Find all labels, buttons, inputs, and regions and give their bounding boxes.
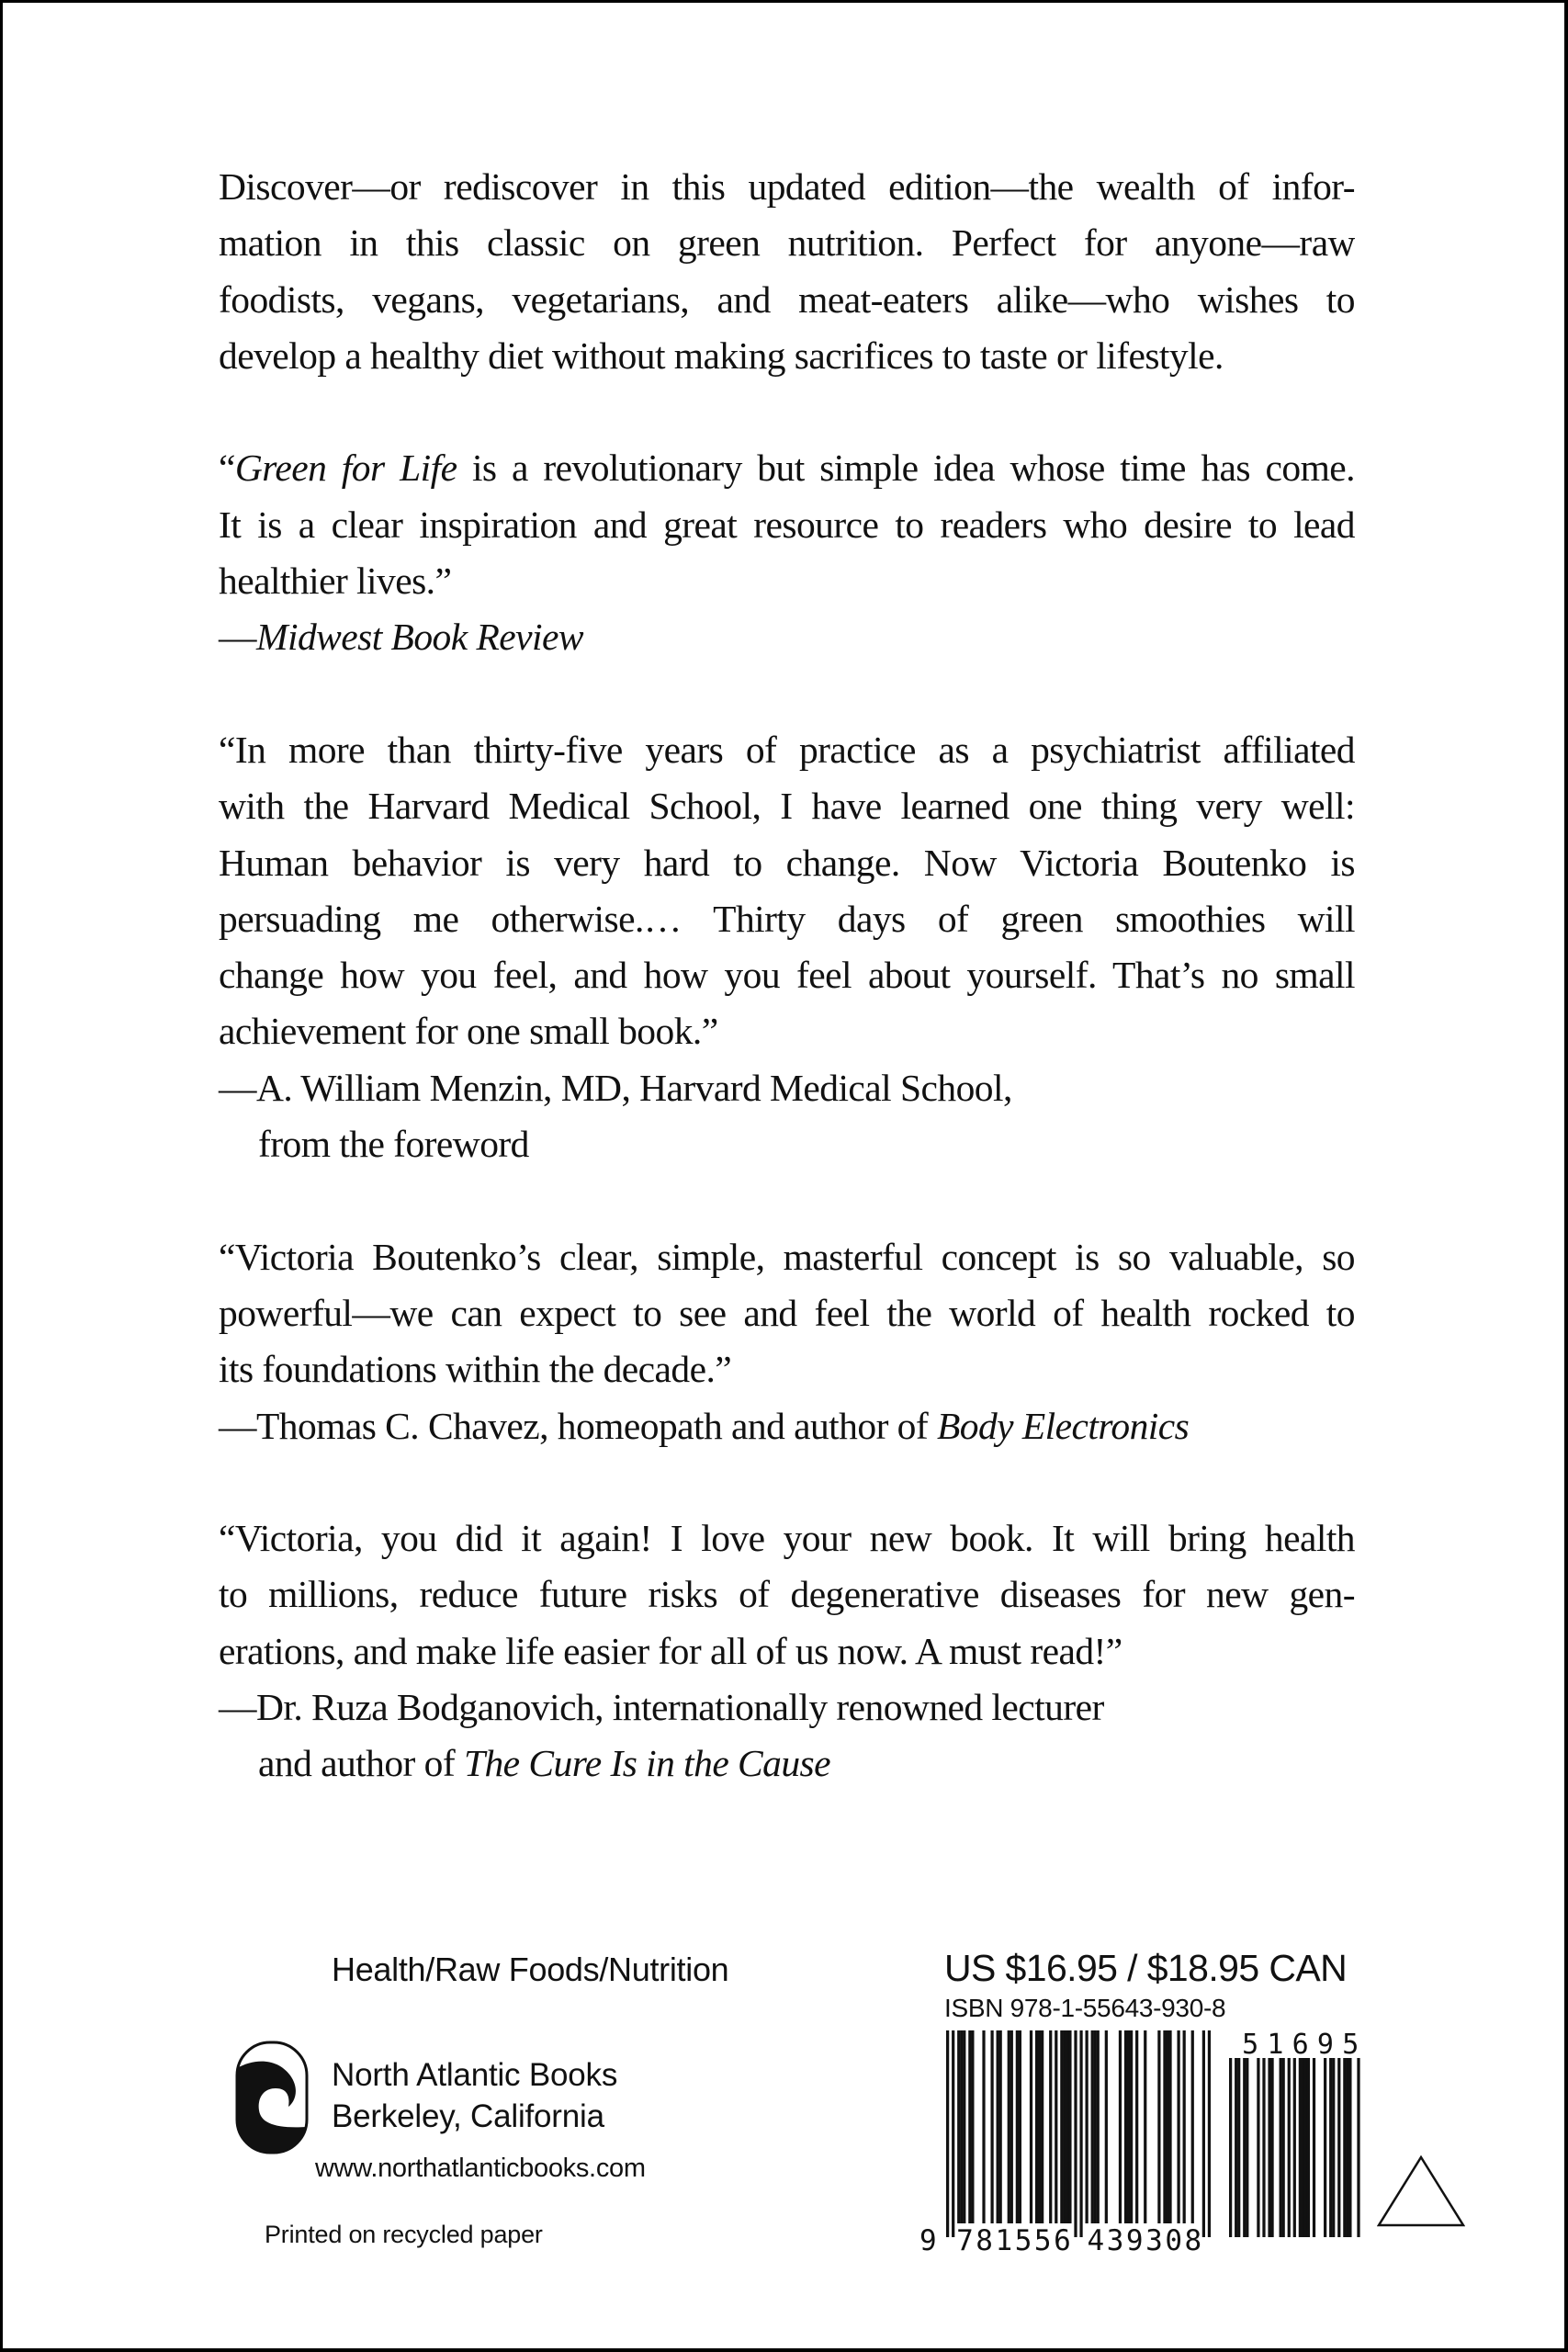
text-segment: persuading me otherwise.… Thirty days of green smoothies will: [219, 897, 1355, 940]
text-segment: “: [219, 447, 235, 490]
text-segment: change how you feel, and how you feel about yourself. That’s no small: [219, 954, 1355, 997]
text-segment: “Victoria, you did it again! I love your new book. It will bring health: [219, 1517, 1355, 1560]
svg-text:5: 5: [1242, 2029, 1259, 2061]
publisher-name: North Atlantic Books: [332, 2057, 618, 2093]
svg-text:9: 9: [1125, 2224, 1144, 2257]
svg-text:6: 6: [1292, 2029, 1309, 2061]
svg-text:3: 3: [1145, 2224, 1163, 2257]
quote-line: [219, 722, 1355, 778]
text-segment: from the foreword: [258, 1123, 529, 1166]
title-italic: The Cure Is in the Cause: [463, 1742, 831, 1785]
text-segment: powerful—we can expect to see and feel the world of health rocked to: [219, 1291, 1355, 1334]
svg-text:5: 5: [1014, 2224, 1032, 2257]
text-segment: erations, and make life easier for all of us now. A must read!”: [219, 1629, 1122, 1672]
quote-line: [219, 835, 1355, 891]
svg-text:3: 3: [1106, 2224, 1124, 2257]
svg-text:1: 1: [995, 2224, 1013, 2257]
wave-logo-icon: [235, 2041, 309, 2154]
blurb-line: foodists, vegans, vegetarians, and meat-eaters alike—who wishes to: [219, 277, 1355, 321]
svg-text:5: 5: [1033, 2224, 1052, 2257]
quote-line: [219, 1003, 1355, 1059]
category-label: Health/Raw Foods/Nutrition: [332, 1951, 729, 1988]
quote-line: [219, 1341, 1355, 1397]
svg-text:0: 0: [1165, 2224, 1183, 2257]
blurb-line: Discover—or rediscover in this updated edition—the wealth of infor-: [219, 165, 1355, 208]
svg-text:1: 1: [1267, 2029, 1284, 2061]
svg-text:9: 9: [1316, 2029, 1334, 2061]
blurb-line: develop a healthy diet without making sacrifices to taste or lifestyle.: [219, 334, 1224, 377]
title-italic: Green for Life: [234, 447, 457, 490]
testimonial-quote: [219, 440, 1355, 665]
quote-attribution: [219, 609, 1355, 665]
text-segment: Human behavior is very hard to change. Now Victoria Boutenko is: [219, 841, 1355, 884]
text-segment: —Thomas C. Chavez, homeopath and author of: [219, 1404, 937, 1447]
text-segment: “In more than thirty-five years of practice as a psychiatrist affiliated: [219, 728, 1355, 771]
testimonials: [219, 440, 1355, 1792]
testimonial-quote: [219, 1510, 1355, 1792]
svg-text:4: 4: [1087, 2224, 1105, 2257]
text-segment: —Dr. Ruza Bodganovich, internationally renowned lecturer: [219, 1686, 1104, 1729]
quote-line: [219, 1566, 1355, 1623]
text-segment: and author of: [258, 1742, 464, 1785]
quote-attribution: [219, 1116, 1355, 1172]
text-segment: achievement for one small book.”: [219, 1010, 718, 1053]
isbn-label: ISBN 978-1-55643-930-8: [944, 1994, 1226, 2022]
title-italic: Midwest Book Review: [255, 616, 583, 659]
recycled-note: Printed on recycled paper: [265, 2221, 543, 2248]
text-segment: its foundations within the decade.”: [219, 1348, 732, 1391]
text-segment: with the Harvard Medical School, I have learned one thing very well:: [219, 785, 1355, 828]
quote-attribution: [219, 1736, 1355, 1792]
svg-text:8: 8: [976, 2224, 993, 2257]
price-label: US $16.95 / $18.95 CAN: [944, 1947, 1348, 1989]
svg-text:7: 7: [956, 2224, 974, 2257]
triangle-outline-icon: [1377, 2155, 1465, 2227]
text-segment: —: [219, 616, 256, 659]
svg-text:5: 5: [1342, 2029, 1359, 2061]
quote-line: [219, 1229, 1355, 1285]
barcode-icon: [912, 2024, 1390, 2263]
quote-line: [219, 778, 1355, 834]
cover-copy: [219, 159, 1355, 1849]
publisher-city: Berkeley, California: [332, 2098, 604, 2134]
text-segment: to millions, reduce future risks of degenerative diseases for new gen-: [219, 1573, 1355, 1616]
testimonial-quote: [219, 1229, 1355, 1454]
title-italic: Body Electronics: [936, 1404, 1190, 1447]
quote-line: [219, 497, 1355, 553]
text-segment: is a revolutionary but simple idea whose time has come.: [457, 447, 1355, 490]
blurb-line: mation in this classic on green nutrition. Perfect for anyone—raw: [219, 221, 1355, 265]
quote-line: [219, 947, 1355, 1003]
text-segment: It is a clear inspiration and great resource to readers who desire to lead: [219, 503, 1355, 546]
quote-line: [219, 440, 1355, 496]
text-segment: —A. William Menzin, MD, Harvard Medical School,: [219, 1066, 1012, 1109]
quote-line: [219, 891, 1355, 947]
quote-attribution: [219, 1060, 1355, 1116]
quote-attribution: [219, 1398, 1355, 1454]
publisher-url[interactable]: www.northatlanticbooks.com: [315, 2154, 646, 2183]
quote-line: [219, 553, 1355, 609]
description-paragraph: [219, 159, 1355, 384]
quote-line: [219, 1285, 1355, 1341]
text-segment: healthier lives.”: [219, 560, 452, 603]
text-segment: “Victoria Boutenko’s clear, simple, masterful concept is so valuable, so: [219, 1235, 1355, 1278]
testimonial-quote: [219, 722, 1355, 1172]
svg-text:6: 6: [1054, 2224, 1071, 2257]
svg-text:8: 8: [1184, 2224, 1202, 2257]
svg-text:9: 9: [919, 2224, 937, 2257]
quote-attribution: [219, 1679, 1355, 1736]
quote-line: [219, 1623, 1355, 1679]
quote-line: [219, 1510, 1355, 1566]
